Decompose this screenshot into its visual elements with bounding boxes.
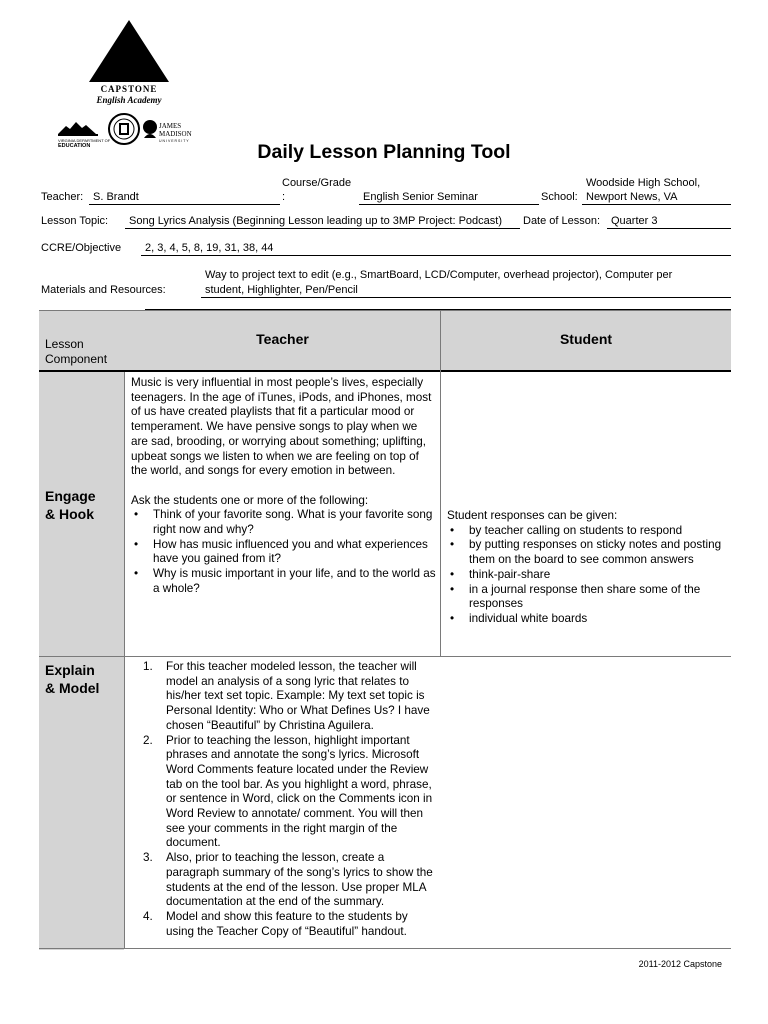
engage-teacher-intro: Music is very influential in most people’s lives, especially teenagers. In the age of iTunes, iPods, and iPhones, most of us have created playlists that fit a particular mood or temperament. We have pensive songs to play when we are sad, brooding, or worrying about something; uplifting, upbeat songs we listen to when we are feeling on top of the world, and songs for every emotion in between. — [131, 376, 432, 478]
bullet-icon: • — [450, 611, 455, 625]
date-label: Date of Lesson: — [523, 215, 601, 227]
bullet-icon: • — [450, 582, 455, 596]
list-item: • think-pair-share — [450, 567, 551, 581]
bullet-icon: • — [450, 538, 455, 552]
svg-text:JAMES: JAMES — [159, 122, 182, 130]
teacher-header: Teacher — [256, 331, 309, 347]
logo-subtitle: English Academy — [96, 95, 162, 105]
list-item: • by putting responses on sticky notes and posting them on the board to see common answers — [450, 538, 722, 567]
explain-teacher-cell — [131, 660, 433, 939]
list-item: • Why is music important in your life, and to the world as a whole? — [134, 567, 436, 595]
explain-teacher-steps — [131, 660, 433, 939]
label-column-border — [124, 372, 125, 949]
school-value: Newport News, VA — [582, 190, 731, 205]
list-item: 3. Also, prior to teaching the lesson, create a paragraph summary of the song’s lyrics to show the students at the end of the lesson. Use proper MLA documentation at the end of the summary. — [143, 851, 433, 909]
bullet-icon: • — [134, 537, 139, 551]
row-label-engage-hook: Engage & Hook — [45, 488, 96, 522]
bullet-icon: • — [450, 523, 455, 537]
course-label: Course/Grade — [282, 177, 352, 189]
engage-teacher-bullets — [131, 508, 437, 596]
date-value: Quarter 3 — [607, 214, 731, 229]
capstone-logo-triangle — [89, 20, 169, 82]
materials-line1: Way to project text to edit (e.g., SmartBoard, LCD/Computer, overhead projector), Computer per — [205, 269, 673, 281]
materials-line2: student, Highlighter, Pen/Pencil — [201, 283, 731, 298]
student-header: Student — [559, 331, 613, 347]
course-label-colon: : — [282, 191, 286, 203]
svg-text:VIRGINIA DEPARTMENT OF: VIRGINIA DEPARTMENT OF — [58, 138, 111, 143]
ccre-value: 2, 3, 4, 5, 8, 19, 31, 38, 44 — [141, 241, 731, 256]
list-item: • Think of your favorite song. What is your favorite song right now and why? — [134, 508, 433, 537]
page-title: Daily Lesson Planning Tool — [257, 141, 511, 163]
bullet-icon: • — [450, 567, 455, 581]
engage-student-cell — [447, 509, 729, 627]
teacher-value: S. Brandt — [89, 190, 280, 205]
seal-icon — [109, 114, 139, 144]
list-item: • individual white boards — [450, 611, 588, 625]
table-top-border — [39, 310, 731, 311]
engage-teacher-prompt: Ask the students one or more of the following: — [131, 493, 369, 507]
list-item: 1. For this teacher modeled lesson, the teacher will model an analysis of a song lyric that relates to his/her text set topic. Example: My text set topic is Personal Identity: Who or What Defines Us? I have chosen “Beautiful” by Christina Aguilera. — [143, 660, 430, 732]
row-label-explain-model: Explain & Model — [45, 662, 100, 696]
row-divider — [39, 656, 731, 657]
logo-name: CAPSTONE — [100, 84, 158, 94]
list-item: 4. Model and show this feature to the students by using the Teacher Copy of “Beautiful” handout. — [143, 909, 408, 938]
list-item: 2. Prior to teaching the lesson, highlight important phrases and annotate the song’s lyrics. Microsoft Word Comments feature located under the Review tab on the tool bar. As you highlight a word, phrase, or sentence in Word, click on the Comments icon in Word Review to annotate/ comment. You will then see your comments in the right margin of the document. — [143, 733, 433, 850]
school-label: School: — [541, 191, 578, 203]
bullet-icon: • — [134, 567, 139, 581]
school-value-line1: Woodside High School, — [586, 177, 701, 189]
svg-text:EDUCATION: EDUCATION — [58, 143, 91, 148]
engage-student-intro: Student responses can be given: — [447, 509, 618, 522]
header-divider — [39, 370, 731, 372]
engage-student-bullets — [447, 524, 729, 627]
materials-label: Materials and Resources: — [41, 284, 166, 296]
teacher-label: Teacher: — [41, 191, 84, 203]
component-header: Lesson Component — [45, 337, 108, 366]
footer-copyright: 2011-2012 Capstone — [638, 959, 722, 969]
bullet-icon: • — [134, 508, 139, 522]
column-divider — [440, 310, 441, 657]
list-item: • by teacher calling on students to respond — [450, 523, 683, 537]
svg-text:MADISON: MADISON — [159, 130, 192, 138]
topic-label: Lesson Topic: — [41, 215, 109, 227]
svg-text:U N I V E R S I T Y: U N I V E R S I T Y — [159, 139, 189, 143]
engage-teacher-cell — [131, 376, 437, 597]
lesson-table — [39, 310, 731, 950]
list-item: • in a journal response then share some of the responses — [450, 582, 701, 611]
jmu-logo — [143, 120, 192, 143]
list-item: • How has music influenced you and what experiences have you gained from it? — [134, 537, 428, 566]
topic-value: Song Lyrics Analysis (Beginning Lesson leading up to 3MP Project: Podcast) — [125, 214, 520, 229]
ccre-label: CCRE/Objective — [41, 242, 122, 254]
course-value: English Senior Seminar — [359, 190, 539, 205]
table-bottom-border — [39, 948, 731, 949]
